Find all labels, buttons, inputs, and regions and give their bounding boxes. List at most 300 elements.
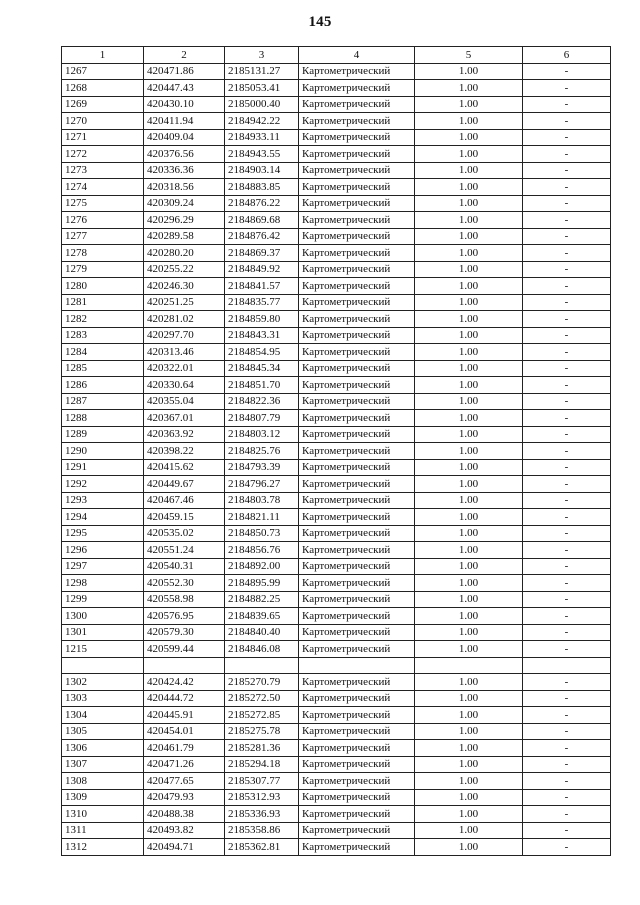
cell-y-coordinate: 2184892.00	[225, 558, 299, 575]
cell-accuracy: 1.00	[415, 228, 523, 245]
cell-method: Картометрический	[299, 476, 415, 493]
cell-point-number: 1311	[62, 822, 144, 839]
table-row	[62, 822, 611, 839]
cell-method: Картометрический	[299, 146, 415, 163]
table-row	[62, 740, 611, 757]
cell-point-number: 1288	[62, 410, 144, 427]
cell-point-number: 1278	[62, 245, 144, 262]
cell-y-coordinate: 2185281.36	[225, 740, 299, 757]
cell-method: Картометрический	[299, 377, 415, 394]
cell-method: Картометрический	[299, 278, 415, 295]
cell-x-coordinate: 420445.91	[144, 707, 225, 724]
cell-accuracy: 1.00	[415, 591, 523, 608]
cell-y-coordinate: 2184796.27	[225, 476, 299, 493]
cell-point-number: 1302	[62, 674, 144, 691]
cell-method: Картометрический	[299, 245, 415, 262]
cell-note: -	[523, 641, 611, 658]
cell-note: -	[523, 360, 611, 377]
cell-point-number: 1273	[62, 162, 144, 179]
cell-point-number: 1312	[62, 839, 144, 856]
cell-point-number: 1286	[62, 377, 144, 394]
cell-method	[299, 657, 415, 674]
cell-accuracy: 1.00	[415, 327, 523, 344]
cell-y-coordinate: 2184845.34	[225, 360, 299, 377]
cell-y-coordinate: 2185270.79	[225, 674, 299, 691]
cell-point-number: 1269	[62, 96, 144, 113]
cell-method: Картометрический	[299, 624, 415, 641]
cell-y-coordinate: 2185362.81	[225, 839, 299, 856]
table-row	[62, 773, 611, 790]
cell-point-number: 1270	[62, 113, 144, 130]
cell-note: -	[523, 393, 611, 410]
cell-note: -	[523, 162, 611, 179]
cell-accuracy: 1.00	[415, 624, 523, 641]
cell-point-number: 1309	[62, 789, 144, 806]
cell-x-coordinate: 420251.25	[144, 294, 225, 311]
cell-y-coordinate: 2184825.76	[225, 443, 299, 460]
cell-point-number: 1279	[62, 261, 144, 278]
cell-accuracy: 1.00	[415, 278, 523, 295]
cell-point-number: 1304	[62, 707, 144, 724]
cell-x-coordinate: 420376.56	[144, 146, 225, 163]
table-row	[62, 624, 611, 641]
cell-method: Картометрический	[299, 773, 415, 790]
cell-note: -	[523, 294, 611, 311]
cell-method: Картометрический	[299, 113, 415, 130]
cell-note: -	[523, 195, 611, 212]
cell-note: -	[523, 591, 611, 608]
cell-point-number: 1215	[62, 641, 144, 658]
cell-y-coordinate: 2184841.57	[225, 278, 299, 295]
cell-accuracy: 1.00	[415, 360, 523, 377]
cell-point-number: 1300	[62, 608, 144, 625]
cell-note: -	[523, 492, 611, 509]
cell-point-number: 1307	[62, 756, 144, 773]
cell-accuracy: 1.00	[415, 63, 523, 80]
cell-point-number: 1276	[62, 212, 144, 229]
cell-note: -	[523, 509, 611, 526]
cell-y-coordinate: 2185307.77	[225, 773, 299, 790]
cell-method: Картометрический	[299, 327, 415, 344]
cell-y-coordinate: 2184850.73	[225, 525, 299, 542]
table-row	[62, 542, 611, 559]
cell-y-coordinate: 2184876.42	[225, 228, 299, 245]
table-row	[62, 261, 611, 278]
cell-point-number	[62, 657, 144, 674]
cell-x-coordinate: 420289.58	[144, 228, 225, 245]
cell-x-coordinate: 420398.22	[144, 443, 225, 460]
cell-note: -	[523, 839, 611, 856]
cell-y-coordinate: 2184793.39	[225, 459, 299, 476]
cell-y-coordinate: 2184859.80	[225, 311, 299, 328]
table-row	[62, 839, 611, 856]
cell-point-number: 1298	[62, 575, 144, 592]
table-row	[62, 311, 611, 328]
cell-x-coordinate: 420471.26	[144, 756, 225, 773]
cell-x-coordinate: 420336.36	[144, 162, 225, 179]
cell-y-coordinate: 2184876.22	[225, 195, 299, 212]
cell-point-number: 1291	[62, 459, 144, 476]
cell-method: Картометрический	[299, 360, 415, 377]
cell-note: -	[523, 146, 611, 163]
cell-y-coordinate: 2185272.85	[225, 707, 299, 724]
header-col-1: 1	[62, 47, 144, 64]
cell-point-number: 1281	[62, 294, 144, 311]
cell-method: Картометрический	[299, 542, 415, 559]
table-row	[62, 410, 611, 427]
cell-x-coordinate	[144, 657, 225, 674]
cell-point-number: 1301	[62, 624, 144, 641]
cell-method: Картометрический	[299, 674, 415, 691]
header-row	[62, 47, 611, 64]
cell-note: -	[523, 525, 611, 542]
cell-note: -	[523, 773, 611, 790]
cell-accuracy: 1.00	[415, 195, 523, 212]
cell-note: -	[523, 789, 611, 806]
cell-note: -	[523, 426, 611, 443]
table-body	[62, 63, 611, 855]
cell-accuracy: 1.00	[415, 839, 523, 856]
cell-note: -	[523, 344, 611, 361]
cell-note: -	[523, 327, 611, 344]
cell-accuracy: 1.00	[415, 80, 523, 97]
cell-point-number: 1292	[62, 476, 144, 493]
cell-x-coordinate: 420540.31	[144, 558, 225, 575]
cell-note: -	[523, 608, 611, 625]
cell-note: -	[523, 80, 611, 97]
cell-accuracy: 1.00	[415, 558, 523, 575]
cell-note: -	[523, 575, 611, 592]
cell-x-coordinate: 420409.04	[144, 129, 225, 146]
cell-x-coordinate: 420444.72	[144, 690, 225, 707]
cell-accuracy: 1.00	[415, 344, 523, 361]
cell-note: -	[523, 410, 611, 427]
cell-point-number: 1306	[62, 740, 144, 757]
cell-y-coordinate: 2184840.40	[225, 624, 299, 641]
cell-x-coordinate: 420488.38	[144, 806, 225, 823]
cell-y-coordinate: 2185294.18	[225, 756, 299, 773]
cell-x-coordinate: 420309.24	[144, 195, 225, 212]
cell-note: -	[523, 179, 611, 196]
cell-accuracy: 1.00	[415, 426, 523, 443]
cell-point-number: 1287	[62, 393, 144, 410]
cell-x-coordinate: 420297.70	[144, 327, 225, 344]
cell-x-coordinate: 420281.02	[144, 311, 225, 328]
table-row	[62, 657, 611, 674]
cell-method: Картометрический	[299, 96, 415, 113]
cell-accuracy: 1.00	[415, 294, 523, 311]
cell-x-coordinate: 420322.01	[144, 360, 225, 377]
table-row	[62, 608, 611, 625]
header-col-5: 5	[415, 47, 523, 64]
cell-method: Картометрический	[299, 410, 415, 427]
table-row	[62, 162, 611, 179]
cell-note: -	[523, 558, 611, 575]
cell-y-coordinate: 2184839.65	[225, 608, 299, 625]
cell-point-number: 1289	[62, 426, 144, 443]
cell-method: Картометрический	[299, 311, 415, 328]
cell-x-coordinate: 420411.94	[144, 113, 225, 130]
cell-accuracy: 1.00	[415, 789, 523, 806]
cell-x-coordinate: 420415.62	[144, 459, 225, 476]
cell-note: -	[523, 690, 611, 707]
cell-accuracy: 1.00	[415, 261, 523, 278]
cell-point-number: 1268	[62, 80, 144, 97]
cell-accuracy: 1.00	[415, 542, 523, 559]
cell-point-number: 1284	[62, 344, 144, 361]
table-row	[62, 575, 611, 592]
cell-x-coordinate: 420579.30	[144, 624, 225, 641]
table-row	[62, 278, 611, 295]
cell-x-coordinate: 420454.01	[144, 723, 225, 740]
cell-point-number: 1282	[62, 311, 144, 328]
cell-note: -	[523, 377, 611, 394]
cell-y-coordinate: 2184869.68	[225, 212, 299, 229]
cell-y-coordinate: 2184851.70	[225, 377, 299, 394]
cell-method: Картометрический	[299, 822, 415, 839]
cell-point-number: 1290	[62, 443, 144, 460]
table-row	[62, 707, 611, 724]
table-row	[62, 789, 611, 806]
cell-y-coordinate: 2185131.27	[225, 63, 299, 80]
table-row	[62, 674, 611, 691]
table-header	[62, 47, 611, 64]
table-row	[62, 212, 611, 229]
cell-accuracy: 1.00	[415, 393, 523, 410]
cell-note: -	[523, 723, 611, 740]
cell-x-coordinate: 420424.42	[144, 674, 225, 691]
table-row	[62, 806, 611, 823]
cell-y-coordinate: 2185312.93	[225, 789, 299, 806]
cell-method: Картометрический	[299, 509, 415, 526]
cell-x-coordinate: 420318.56	[144, 179, 225, 196]
cell-method: Картометрический	[299, 558, 415, 575]
cell-method: Картометрический	[299, 756, 415, 773]
cell-x-coordinate: 420467.46	[144, 492, 225, 509]
cell-accuracy: 1.00	[415, 476, 523, 493]
header-col-4: 4	[299, 47, 415, 64]
cell-method: Картометрический	[299, 707, 415, 724]
cell-accuracy: 1.00	[415, 740, 523, 757]
table-row	[62, 377, 611, 394]
cell-x-coordinate: 420471.86	[144, 63, 225, 80]
cell-point-number: 1267	[62, 63, 144, 80]
cell-method: Картометрический	[299, 80, 415, 97]
cell-method: Картометрический	[299, 393, 415, 410]
cell-method: Картометрический	[299, 575, 415, 592]
cell-accuracy: 1.00	[415, 608, 523, 625]
cell-x-coordinate: 420459.15	[144, 509, 225, 526]
cell-point-number: 1283	[62, 327, 144, 344]
table-row	[62, 591, 611, 608]
cell-method: Картометрический	[299, 525, 415, 542]
cell-method: Картометрический	[299, 261, 415, 278]
cell-accuracy: 1.00	[415, 212, 523, 229]
cell-point-number: 1294	[62, 509, 144, 526]
cell-method: Картометрический	[299, 179, 415, 196]
cell-accuracy: 1.00	[415, 641, 523, 658]
table-row	[62, 756, 611, 773]
table-row	[62, 245, 611, 262]
cell-y-coordinate: 2184849.92	[225, 261, 299, 278]
cell-y-coordinate: 2184943.55	[225, 146, 299, 163]
cell-method: Картометрический	[299, 789, 415, 806]
cell-y-coordinate: 2184895.99	[225, 575, 299, 592]
cell-method: Картометрический	[299, 591, 415, 608]
cell-accuracy: 1.00	[415, 146, 523, 163]
cell-note: -	[523, 129, 611, 146]
cell-y-coordinate: 2184835.77	[225, 294, 299, 311]
cell-accuracy: 1.00	[415, 674, 523, 691]
cell-method: Картометрический	[299, 740, 415, 757]
table-row	[62, 80, 611, 97]
cell-method: Картометрический	[299, 63, 415, 80]
cell-x-coordinate: 420313.46	[144, 344, 225, 361]
table-row	[62, 344, 611, 361]
cell-accuracy: 1.00	[415, 410, 523, 427]
cell-point-number: 1296	[62, 542, 144, 559]
cell-note: -	[523, 740, 611, 757]
cell-y-coordinate: 2184942.22	[225, 113, 299, 130]
cell-accuracy: 1.00	[415, 690, 523, 707]
cell-accuracy: 1.00	[415, 113, 523, 130]
cell-point-number: 1295	[62, 525, 144, 542]
cell-x-coordinate: 420355.04	[144, 393, 225, 410]
cell-method: Картометрический	[299, 690, 415, 707]
cell-note: -	[523, 278, 611, 295]
cell-y-coordinate: 2185275.78	[225, 723, 299, 740]
cell-note: -	[523, 459, 611, 476]
cell-method: Картометрический	[299, 839, 415, 856]
cell-x-coordinate: 420449.67	[144, 476, 225, 493]
cell-note: -	[523, 443, 611, 460]
cell-y-coordinate: 2184883.85	[225, 179, 299, 196]
cell-y-coordinate: 2184843.31	[225, 327, 299, 344]
cell-point-number: 1285	[62, 360, 144, 377]
cell-y-coordinate: 2185336.93	[225, 806, 299, 823]
table-row	[62, 690, 611, 707]
table-row	[62, 360, 611, 377]
cell-y-coordinate: 2184903.14	[225, 162, 299, 179]
cell-y-coordinate: 2184933.11	[225, 129, 299, 146]
cell-method: Картометрический	[299, 492, 415, 509]
table-row	[62, 641, 611, 658]
table-row	[62, 179, 611, 196]
table-row	[62, 476, 611, 493]
cell-point-number: 1308	[62, 773, 144, 790]
cell-note: -	[523, 476, 611, 493]
cell-y-coordinate: 2185272.50	[225, 690, 299, 707]
cell-accuracy	[415, 657, 523, 674]
cell-x-coordinate: 420367.01	[144, 410, 225, 427]
cell-accuracy: 1.00	[415, 822, 523, 839]
table-row	[62, 558, 611, 575]
header-col-3: 3	[225, 47, 299, 64]
cell-note: -	[523, 245, 611, 262]
cell-point-number: 1275	[62, 195, 144, 212]
cell-y-coordinate	[225, 657, 299, 674]
cell-accuracy: 1.00	[415, 806, 523, 823]
cell-accuracy: 1.00	[415, 162, 523, 179]
table-row	[62, 129, 611, 146]
cell-note: -	[523, 822, 611, 839]
cell-method: Картометрический	[299, 443, 415, 460]
cell-accuracy: 1.00	[415, 707, 523, 724]
table-row	[62, 63, 611, 80]
page-number: 145	[308, 14, 332, 30]
cell-note: -	[523, 674, 611, 691]
header-col-2: 2	[144, 47, 225, 64]
cell-method: Картометрический	[299, 641, 415, 658]
cell-accuracy: 1.00	[415, 756, 523, 773]
cell-accuracy: 1.00	[415, 129, 523, 146]
cell-point-number: 1310	[62, 806, 144, 823]
header-col-6: 6	[523, 47, 611, 64]
table-row	[62, 509, 611, 526]
cell-note: -	[523, 542, 611, 559]
cell-note: -	[523, 228, 611, 245]
cell-y-coordinate: 2185053.41	[225, 80, 299, 97]
table-row	[62, 525, 611, 542]
cell-x-coordinate: 420493.82	[144, 822, 225, 839]
cell-x-coordinate: 420296.29	[144, 212, 225, 229]
cell-x-coordinate: 420477.65	[144, 773, 225, 790]
cell-point-number: 1280	[62, 278, 144, 295]
cell-method: Картометрический	[299, 344, 415, 361]
cell-x-coordinate: 420461.79	[144, 740, 225, 757]
cell-note: -	[523, 96, 611, 113]
cell-y-coordinate: 2184803.12	[225, 426, 299, 443]
table-row	[62, 294, 611, 311]
cell-y-coordinate: 2185000.40	[225, 96, 299, 113]
cell-x-coordinate: 420558.98	[144, 591, 225, 608]
table-row	[62, 228, 611, 245]
cell-method: Картометрический	[299, 723, 415, 740]
cell-y-coordinate: 2184869.37	[225, 245, 299, 262]
cell-note: -	[523, 707, 611, 724]
cell-y-coordinate: 2184854.95	[225, 344, 299, 361]
cell-note: -	[523, 756, 611, 773]
cell-y-coordinate: 2184846.08	[225, 641, 299, 658]
cell-x-coordinate: 420576.95	[144, 608, 225, 625]
cell-x-coordinate: 420246.30	[144, 278, 225, 295]
cell-accuracy: 1.00	[415, 575, 523, 592]
cell-note	[523, 657, 611, 674]
cell-accuracy: 1.00	[415, 179, 523, 196]
cell-method: Картометрический	[299, 129, 415, 146]
cell-x-coordinate: 420447.43	[144, 80, 225, 97]
cell-point-number: 1305	[62, 723, 144, 740]
cell-note: -	[523, 113, 611, 130]
cell-x-coordinate: 420479.93	[144, 789, 225, 806]
cell-point-number: 1271	[62, 129, 144, 146]
cell-method: Картометрический	[299, 459, 415, 476]
cell-y-coordinate: 2184822.36	[225, 393, 299, 410]
cell-method: Картометрический	[299, 806, 415, 823]
cell-point-number: 1297	[62, 558, 144, 575]
cell-point-number: 1303	[62, 690, 144, 707]
cell-note: -	[523, 212, 611, 229]
cell-x-coordinate: 420430.10	[144, 96, 225, 113]
cell-point-number: 1277	[62, 228, 144, 245]
table-row	[62, 327, 611, 344]
cell-note: -	[523, 311, 611, 328]
cell-y-coordinate: 2184807.79	[225, 410, 299, 427]
cell-y-coordinate: 2185358.86	[225, 822, 299, 839]
cell-x-coordinate: 420535.02	[144, 525, 225, 542]
cell-method: Картометрический	[299, 228, 415, 245]
cell-note: -	[523, 261, 611, 278]
